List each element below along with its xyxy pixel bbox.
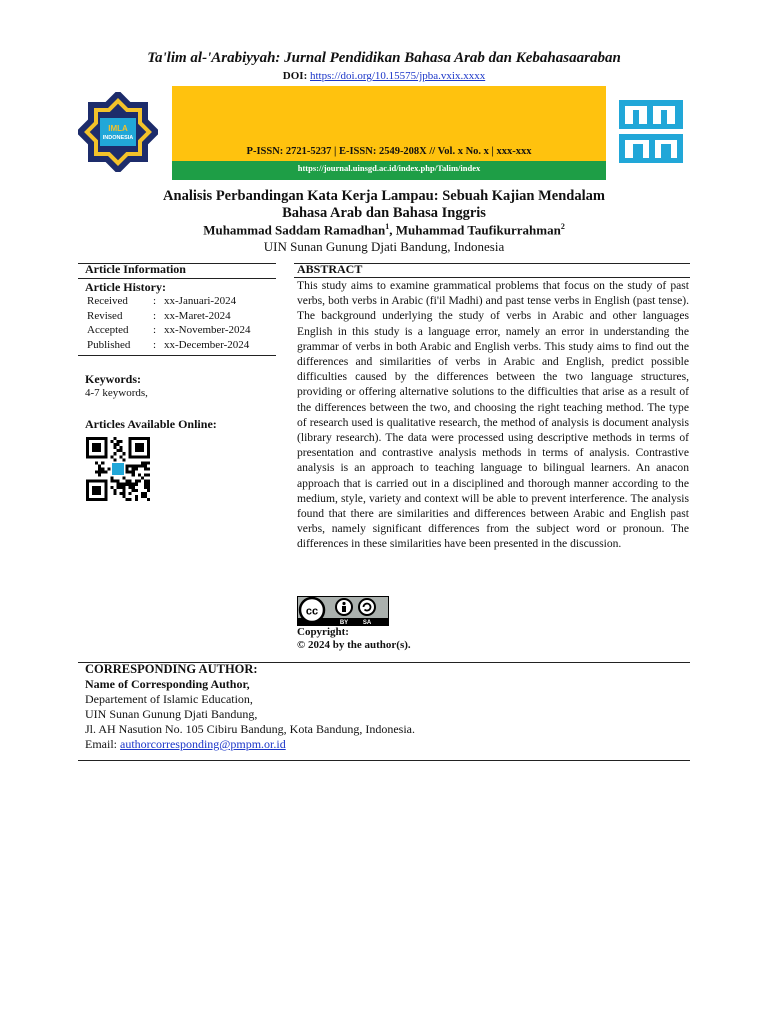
corresponding-author <box>85 662 415 752</box>
corresponding-email-line <box>85 737 415 752</box>
available-online-heading: Articles Available Online: <box>85 417 217 431</box>
copyright-heading: Copyright: <box>297 626 349 638</box>
corresponding-name: Name of Corresponding Author, <box>85 677 250 691</box>
author-list <box>0 222 768 238</box>
history-label: Received <box>87 295 128 307</box>
issn-line: P-ISSN: 2721-5237 | E-ISSN: 2549-208X // Vol. x No. x | xxx-xxx <box>246 146 532 157</box>
history-row <box>87 294 251 309</box>
doi-line <box>0 70 768 82</box>
article-history-heading: Article History: <box>85 280 166 294</box>
author-1-affil: 1 <box>385 222 390 231</box>
journal-banner <box>172 86 606 180</box>
history-value: xx-Maret-2024 <box>164 309 231 322</box>
author-2-affil: 2 <box>560 222 565 231</box>
keywords-heading: Keywords: <box>85 372 141 386</box>
history-label: Published <box>87 338 131 351</box>
doi-label: DOI: <box>282 70 308 82</box>
corresponding-dept: Departement of Islamic Education, <box>85 692 253 706</box>
history-row <box>87 323 251 338</box>
affiliation: UIN Sunan Gunung Djati Bandung, Indonesia <box>263 239 505 254</box>
history-colon: : <box>153 309 157 322</box>
doi-link[interactable]: https://doi.org/10.15575/jpba.vxix.xxxx <box>310 70 486 82</box>
history-row <box>87 309 251 324</box>
article-history <box>87 294 251 352</box>
history-value: xx-November-2024 <box>164 324 251 336</box>
cc-by-sa-license-icon[interactable] <box>297 596 389 626</box>
paper-title-line-2: Bahasa Arab dan Bahasa Inggris <box>282 205 486 221</box>
imla-logo-icon <box>78 92 158 172</box>
qr-code-icon[interactable] <box>84 437 152 501</box>
history-label: Revised <box>87 309 123 322</box>
history-label: Accepted <box>87 324 129 336</box>
copyright-text: © 2024 by the author(s). <box>297 639 411 651</box>
history-row <box>87 338 251 353</box>
logo-imla-text: IMLA <box>108 124 128 133</box>
article-info-heading: Article Information <box>85 262 186 276</box>
corresponding-heading: CORRESPONDING AUTHOR: <box>85 662 258 676</box>
rule-under-info <box>78 278 276 279</box>
rule-after-history <box>78 355 276 356</box>
keywords: 4-7 keywords, <box>85 387 148 399</box>
author-separator: , <box>389 222 396 238</box>
journal-url[interactable]: https://journal.uinsgd.ac.id/index.php/Talim/index <box>297 163 481 173</box>
abstract-heading: ABSTRACT <box>297 262 363 276</box>
cc-by-label: BY <box>339 620 349 626</box>
author-2: Muhammad Taufikurrahman <box>395 222 561 238</box>
author-1: Muhammad Saddam Ramadhan <box>203 222 386 238</box>
history-colon: : <box>153 324 157 336</box>
journal-title: Ta'lim al-'Arabiyyah: Jurnal Pendidikan Bahasa Arab dan Kebahasaaraban <box>147 50 621 66</box>
paper-title-line-1: Analisis Perbandingan Kata Kerja Lampau: Sebuah Kajian Mendalam <box>163 188 605 204</box>
corresponding-email-link[interactable]: authorcorresponding@pmpm.or.id <box>120 737 286 751</box>
paper-title <box>0 188 768 222</box>
corresponding-address: Jl. AH Nasution No. 105 Cibiru Bandung, Kota Bandung, Indonesia. <box>85 722 415 736</box>
history-value: xx-December-2024 <box>164 338 250 351</box>
history-colon: : <box>153 338 157 351</box>
article-info <box>85 262 275 277</box>
abstract-text: This study aims to examine grammatical problems that focus on the study of past verbs, both verbs in Arabic (fi'il Madhi) and past tense verbs in English (past tense). The background underlying the study of verbs in Arabic and other languages English in this study is a language error, namely an error in understanding the grammar of verbs in both Arabic and English verbs. This study aims to find out the differences and similarities of verbs in Arabic and English, predict possible difficulties caused by the differences between the two language structures, providing or offering alternative solutions to the difficulties that arise as a result of the differences between the two, and choosing the right teaching method. The type of research used is qualitative research, the method of analysis is document analysis (library research). The data were processed using descriptive methods in terms of presentation and contrastive analysis methods in terms of analysis. Contrastive analysis is an approach to teaching language to bilingual learners. An anacon approach that is carried out in a disciplined and thorough manner according to the medium, style, variety and context will be able to prevent interference. The analysis found that there are similarities and differences between Arabic and English past verbs, namely significant differences from the subject word or pronoun. The differences in these similarities have been presented in the discussion. <box>297 279 689 551</box>
cc-sa-label: SA <box>362 620 372 626</box>
history-value: xx-Januari-2024 <box>164 295 237 307</box>
corresponding-institution: UIN Sunan Gunung Djati Bandung, <box>85 707 258 721</box>
email-label: Email: <box>85 737 120 751</box>
logo-indonesia-text: INDONESIA <box>102 135 134 141</box>
history-colon: : <box>153 295 157 307</box>
arabic-calligraphy-logo-icon <box>615 96 687 166</box>
svg-text:cc: cc <box>305 605 319 618</box>
rule-corresponding-bottom <box>78 760 690 761</box>
